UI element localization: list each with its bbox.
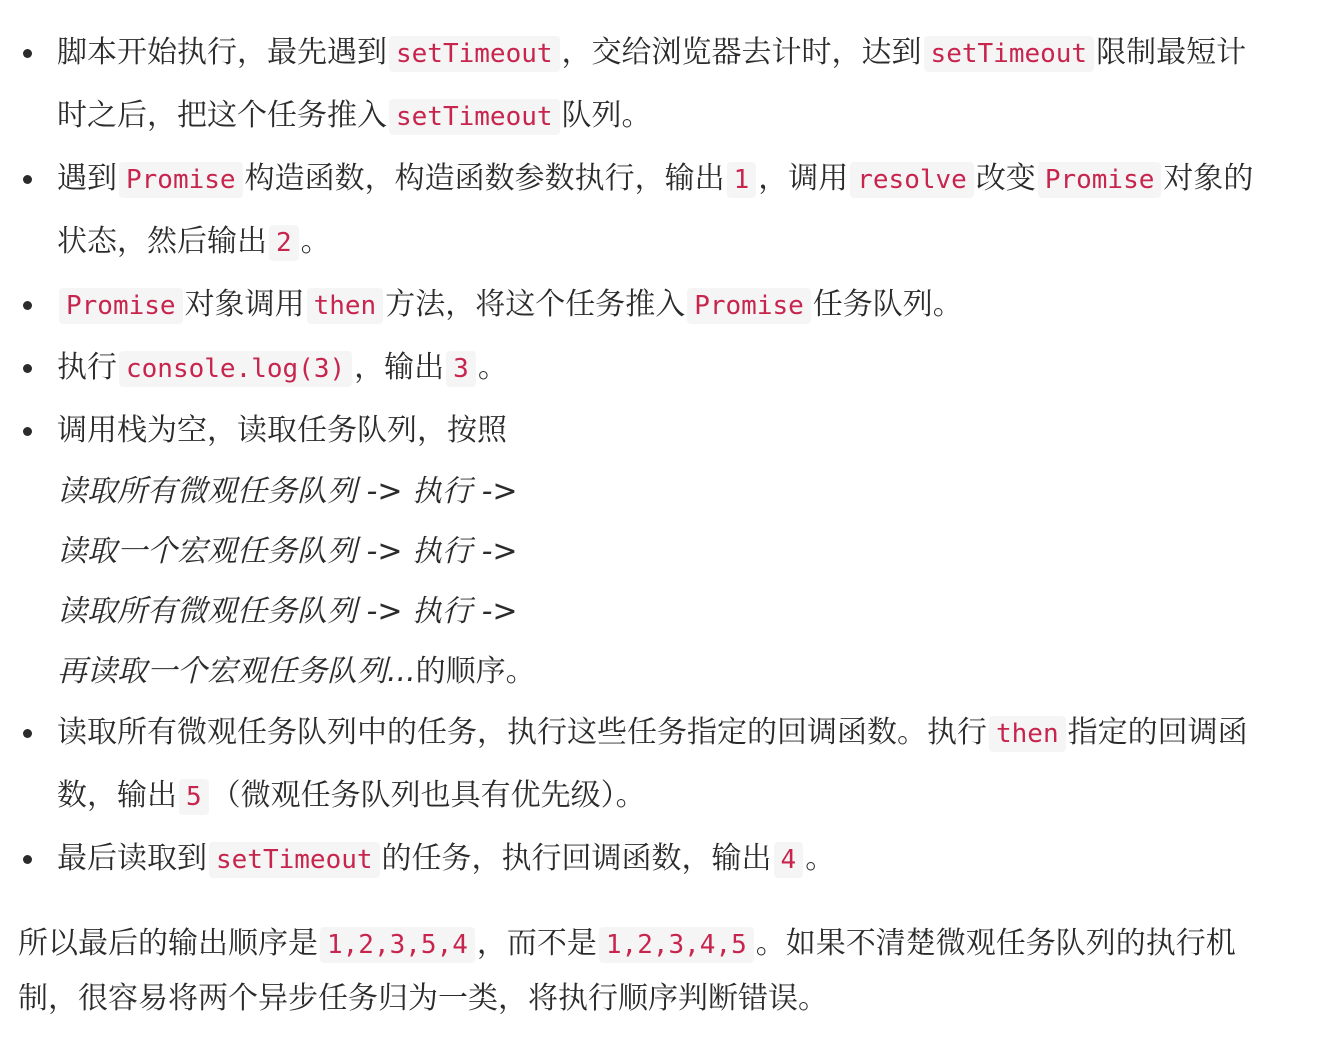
inline-code: 4 — [774, 842, 804, 878]
inline-code: setTimeout — [924, 36, 1095, 72]
inline-code: Promise — [59, 288, 183, 324]
text-run: 对象的状态，然后输出 — [57, 161, 1254, 259]
list-item-text — [57, 287, 963, 322]
text-run: ，调用 — [758, 161, 849, 196]
text-run: 。 — [300, 224, 331, 259]
inline-code: setTimeout — [389, 99, 560, 135]
inline-code: Promise — [119, 162, 243, 198]
text-run: 方法，将这个任务推入 — [385, 287, 686, 322]
inline-code: 5 — [179, 779, 209, 815]
queue-order-tail: 的顺序。 — [415, 654, 536, 689]
queue-order-line: 读取所有微观任务队列 -> 执行 -> — [57, 474, 518, 509]
text-run: 读取所有微观任务队列中的任务，执行这些任务指定的回调函数。执行 — [57, 715, 987, 750]
inline-code: 1,2,3,5,4 — [320, 927, 475, 963]
text-run: ，而不是 — [476, 926, 597, 961]
list-item-text — [57, 35, 1246, 133]
text-run: 对象调用 — [184, 287, 305, 322]
text-run: 指定的回调函数，输出 — [57, 715, 1248, 813]
text-run: 执行 — [57, 350, 117, 385]
list-item — [0, 148, 1257, 274]
bullet-icon — [23, 301, 32, 310]
text-run: 限制最短计时之后，把这个任务推入 — [57, 35, 1247, 133]
queue-order-line: 再读取一个宏观任务队列... — [57, 654, 416, 689]
inline-code: setTimeout — [209, 842, 380, 878]
bullet-icon — [23, 427, 32, 436]
inline-code: then — [989, 716, 1066, 752]
bullet-icon — [23, 175, 32, 184]
inline-code: Promise — [687, 288, 811, 324]
list-item-text — [57, 715, 1248, 813]
text-run: 。 — [477, 350, 508, 385]
summary-paragraph — [18, 917, 1248, 1026]
queue-order-line: 读取一个宏观任务队列 -> 执行 -> — [57, 534, 518, 569]
list-item — [0, 274, 1257, 337]
list-item — [0, 702, 1257, 828]
list-item — [0, 22, 1257, 148]
execution-steps-list — [0, 22, 1320, 891]
text-run: 。如果不清楚微观任务队列的执行机制，很容易将两个异步任务归为一类，将执行顺序判断错误。 — [18, 926, 1236, 1016]
list-item-text — [57, 161, 1253, 259]
bullet-icon — [23, 855, 32, 864]
queue-order-line: 读取所有微观任务队列 -> 执行 -> — [57, 594, 518, 629]
text-run: （微观任务队列也具有优先级）。 — [210, 778, 646, 813]
text-run: 。 — [805, 841, 836, 876]
inline-code: setTimeout — [389, 36, 560, 72]
list-item-text — [57, 413, 507, 448]
bullet-icon — [23, 729, 32, 738]
text-run: 任务队列。 — [812, 287, 963, 322]
inline-code: Promise — [1038, 162, 1162, 198]
list-item-text — [57, 841, 835, 876]
text-run: ，交给浏览器去计时，达到 — [561, 35, 922, 70]
list-item-text — [57, 350, 508, 385]
inline-code: console.log(3) — [119, 351, 352, 387]
text-run: 最后读取到 — [57, 841, 207, 876]
bullet-icon — [23, 49, 32, 58]
text-run: 队列。 — [561, 98, 652, 133]
text-run: 遇到 — [57, 161, 117, 196]
list-item — [0, 828, 1257, 891]
text-run: 构造函数，构造函数参数执行，输出 — [244, 161, 725, 196]
text-run: 改变 — [975, 161, 1036, 196]
text-run: ，输出 — [354, 350, 445, 385]
bullet-icon — [23, 364, 32, 373]
summary-text — [18, 926, 1236, 1016]
inline-code: 1 — [727, 162, 757, 198]
queue-order-last-line — [57, 642, 1257, 702]
inline-code: resolve — [850, 162, 974, 198]
text-run: 的任务，执行回调函数，输出 — [381, 841, 772, 876]
list-item — [0, 337, 1257, 400]
list-item — [0, 400, 1257, 702]
queue-order-block — [57, 462, 1257, 702]
inline-code: 3 — [446, 351, 476, 387]
text-run: 调用栈为空，读取任务队列，按照 — [57, 413, 507, 448]
inline-code: 2 — [269, 225, 299, 261]
text-run: 所以最后的输出顺序是 — [18, 926, 318, 961]
text-run: 脚本开始执行，最先遇到 — [57, 35, 387, 70]
inline-code: then — [307, 288, 384, 324]
inline-code: 1,2,3,4,5 — [599, 927, 754, 963]
